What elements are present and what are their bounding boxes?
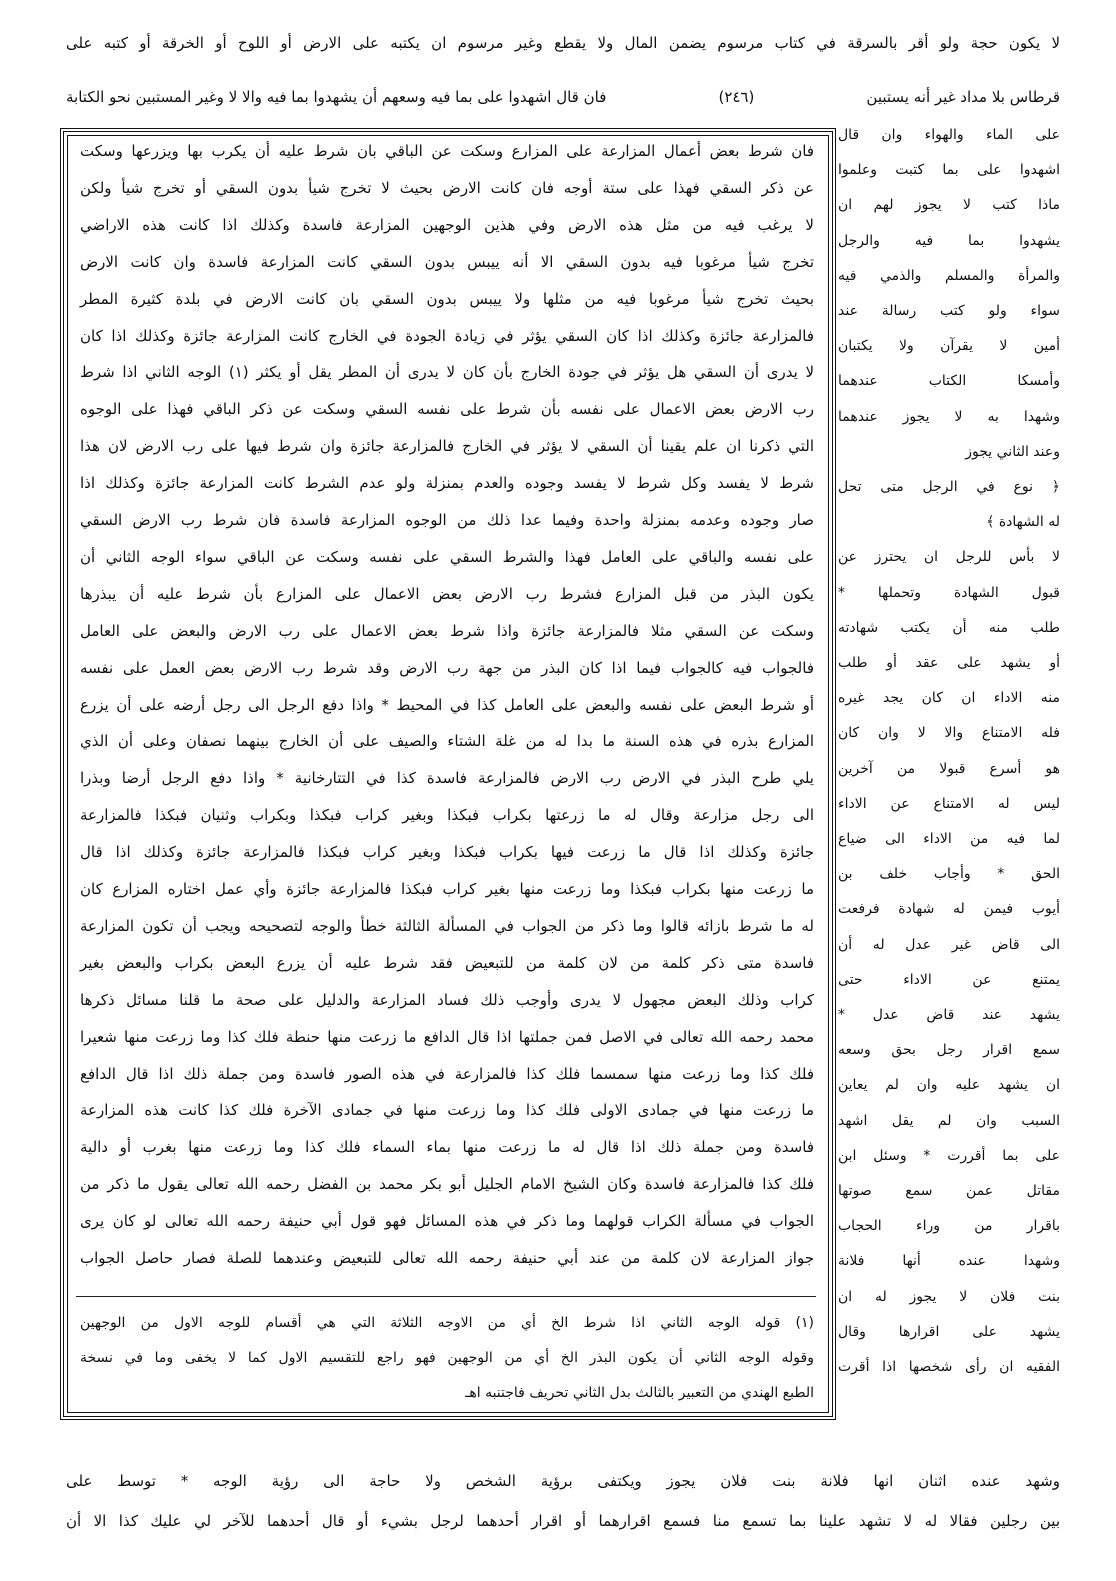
margin-line: ليس له الامتناع عن الاداء [838, 795, 1060, 812]
page-number: (٢٤٦) [718, 88, 755, 106]
footer-line: وشهد عنده اثنان انها فلانة بنت فلان يجوز ويكتفى برؤية الشخص ولا حاجة الى رؤية الوجه * توسط على [66, 1472, 1060, 1490]
footnote-line: وقوله الوجه الثاني أن يكون البذر الخ أي من الوجهين فهو راجع للتقسيم الاول كما لا يخفى وما في نسخة [80, 1350, 814, 1366]
margin-line: سمع اقرار رجل بحق وسعه [838, 1042, 1060, 1059]
margin-line: وأمسكا الكتاب عندهما [838, 373, 1060, 390]
header-line [66, 82, 1060, 112]
margin-line: ماذا كتب لا يجوز لهم ان [838, 197, 1060, 214]
text-line: له ما شرط بازائه قالوا وما ذكر من الجواب في المسألة الثالثة خطأ والوجه لتصحيحه ويجب أن تكون المزارعة [80, 916, 814, 935]
margin-line: أمين لا يقرآن ولا يكتبان [838, 338, 1060, 355]
margin-line: على الماء والهواء وان قال [838, 127, 1060, 143]
margin-line: له الشهادة ﴾ [986, 514, 1060, 531]
margin-line: يشهد على اقرارها وقال [838, 1323, 1060, 1340]
margin-line: ان يشهد عليه وان لم يعاين [838, 1077, 1060, 1094]
margin-line: والمرأة والمسلم والذمي فيه [838, 267, 1060, 284]
margin-line: وشهدا به لا يجوز عندهما [838, 408, 1060, 425]
footnote-line: الطبع الهندي من التعبير بالثالث بدل الثاني تحريف فاجتنبه اهـ [465, 1385, 814, 1401]
text-line: فان شرط بعض أعمال المزارعة على المزارع وسكت عن الباقي بان شرط عليه أن يكرب بها ويزرعها وسكت [80, 142, 814, 160]
text-line: يلي طرح البذر في الارض رب الارض فالمزارعة فاسدة كذا في التتارخانية * واذا دفع الرجل أرضا وبذرا [80, 769, 814, 788]
text-line: فالمزارعة جائزة وكذلك اذا كان السقي يؤثر في زيادة الجودة في الخارج كانت المزارعة جائزة وكذلك اذا كان [80, 326, 814, 345]
text-line: أو شرط البعض على نفسه والبعض على العامل كذا في المحيط * واذا دفع الرجل الى رجل أرضه على أن يزرع [80, 695, 814, 714]
margin-line: منه الاداء ان كان يجد غيره [838, 690, 1060, 707]
text-line: تخرج شيأ مرغوبا فيه بدون السقي الا أنه ييبس بدون السقي كانت المزارعة فاسدة وان كانت الارض [80, 252, 814, 271]
margin-line: باقرار من وراء الحجاب [838, 1218, 1060, 1235]
text-line: شرط لا يفسد وكل شرط لا يفسد وجوده والعدم بمنزلة ولو عدم الشرط كانت المزارعة جائزة وكذلك اذا [80, 474, 814, 493]
text-line: الى رجل مزارعة وقال له ما زرعتها بكراب فبكذا وبغير كراب فبكذا وبكراب وثنيان فبكذا فالمزارعة [80, 806, 814, 825]
text-line: وسكت عن السقي مثلا فالمزارعة جائزة واذا شرط بعض الاعمال على رب الارض والبعض على العامل [80, 621, 814, 640]
margin-line: وعند الثاني يجوز [965, 443, 1060, 460]
text-line: جواز المزارعة لان كلمة من عند أبي حنيفة رحمه الله تعالى للتبعيض وعندهما للصلة فصار حاصل الجواب [80, 1249, 814, 1267]
margin-line: أيوب فيمن له شهادة فرفعت [838, 901, 1060, 918]
margin-line: الحق * وأجاب خلف بن [838, 866, 1060, 883]
text-line: المزارع بذره في هذه السنة ما بدا له من غلة الشتاء والصيف على أن الخارج بينهما نصفان وعلى أن الذي [80, 732, 814, 751]
text-line: لا يدرى أن السقي هل يؤثر في جودة الخارج بأن كان لا يدرى أن المطر يقل أو يكثر (١) الوجه الثاني اذا شرط [80, 363, 815, 382]
margin-line: لا بأس للرجل ان يحترز عن [838, 549, 1060, 566]
text-line: عن ذكر السقي فهذا على ستة أوجه فان كانت الارض بحيث لا تخرج شيأ بدون السقي أو تخرج شيأ ولكن [80, 178, 814, 197]
text-line: لا يرغب فيه من مثل هذه الارض وفي هذين الوجهين المزارعة فاسدة وكذلك اذا كانت هذه الاراضي [80, 215, 814, 234]
text-line: محمد رحمه الله تعالى في الاصل فمن جملتها اذا قال الدافع ما زرعت منها حنطة فلك كذا وما زرعت منها شعيرا [80, 1027, 814, 1046]
margin-line: على بما أقررت * وسئل ابن [838, 1147, 1060, 1164]
margin-line: بنت فلان لا يجوز له ان [838, 1288, 1060, 1305]
margin-line: اشهدوا على بما كتبت وعلموا [838, 162, 1060, 179]
text-line: الجواب في مسألة الكراب قولهما وما ذكر في هذه المسائل فهو قول أبي حنيفة رحمه الله تعالى لو كان يرى [80, 1212, 814, 1231]
footnote-line: (١) قوله الوجه الثاني اذا شرط الخ أي من الاوجه الثلاثة التي هي أقسام للوجه الاول من الوجهين [80, 1315, 814, 1331]
text-line: فاسدة ومن جملة ذلك اذا قال له ما زرعت منها بماء السماء فلك كذا وما زرعت منها بغرب أو دالية [80, 1138, 814, 1157]
header-text-right: قرطاس بلا مداد غير أنه يستبين [866, 88, 1060, 106]
margin-line: طلب منه أن يكتب شهادته [838, 619, 1060, 636]
margin-line: هو أسرع قبولا من آخرين [838, 760, 1060, 777]
margin-line: السبب وان لم يقل اشهد [838, 1112, 1060, 1129]
text-line: التي ذكرنا ان علم يقينا أن السقي لا يؤثر في الخارج فالمزارعة جائزة وان شرط فيها على رب الارض لان هذا [80, 437, 814, 456]
text-line: بحيث تخرج شيأ مرغوبا فيه من مثلها ولا ييبس بدون السقي بان كانت الارض في بلدة كثيرة المطر [80, 289, 814, 308]
margin-line: وشهدا عنده أنها فلانة [838, 1253, 1060, 1270]
margin-line: يشهدوا بما فيه والرجل [838, 232, 1060, 249]
margin-line: ﴿ نوع في الرجل متى تحل [838, 479, 1060, 495]
text-line: يكون البذر من قبل المزارع فشرط رب الارض بعض الاعمال على المزارع بأن شرط عليه أن يبذرها [80, 584, 814, 603]
text-line: جائزة وكذلك اذا قال ما زرعت فيها بكراب فبكذا وبغير كراب فبكذا فالمزارعة جائزة وكذلك اذا قال [80, 843, 814, 862]
margin-line: الفقيه ان رأى شخصها اذا أقرت [838, 1359, 1060, 1375]
text-line: كراب وذلك البعض مجهول لا يدرى وأوجب ذلك فساد المزارعة والدليل على صحة ما قلنا مسائل ذكرها [80, 990, 814, 1009]
margin-line: يشهد عند قاض عدل * [838, 1007, 1060, 1023]
text-line: ما زرعت منها بكراب فبكذا وما زرعت منها بغير كراب فبكذا فالمزارعة جائزة وأي عمل اختاره المزارع كان [80, 880, 814, 898]
margin-line: فله الامتناع والا لا وان كان [838, 725, 1060, 742]
margin-line: قبول الشهادة وتحملها * [838, 584, 1060, 601]
margin-line: يمتنع عن الاداء حتى [838, 971, 1060, 988]
text-line: رب الارض بعض الاعمال على نفسه بأن شرط على نفسه السقي وسكت عن ذكر الباقي فهذا على الوجوه [80, 400, 814, 419]
margin-line: الى قاض غير عدل له أن [838, 936, 1060, 953]
margin-line: لما فيه من الاداء الى ضياع [838, 831, 1060, 847]
text-line: فالجواب فيه كالجواب فيما اذا كان البذر من جهة رب الارض وقد شرط رب الارض بعض العمل على نفسه [80, 658, 814, 677]
header-line: لا يكون حجة ولو أقر بالسرقة في كتاب مرسوم يضمن المال ولا يقطع وغير مرسوم ان يكتبه على الارض أو اللوح أو الخرقة أو كتبه على [66, 34, 1060, 52]
text-line: ما زرعت منها في جمادى الاولى فلك كذا وما زرعت منها في جمادى الآخرة فلك كذا كانت هذه المزارعة [80, 1101, 814, 1120]
header-text-left: فان قال اشهدوا على بما فيه وسعهم أن يشهدوا بما فيه والا لا وغير المستبين نحو الكتابة [66, 88, 607, 106]
text-line: على نفسه والباقي على العامل فهذا والشرط السقي على نفسه وسكت عن الباقي سواء الوجه الثاني أن [80, 547, 814, 566]
margin-line: مقاتل عمن سمع صوتها [838, 1183, 1060, 1199]
text-line: فلك كذا فالمزارعة فاسدة وكان الشيخ الامام الجليل أبو بكر محمد بن الفضل رحمه الله تعالى يقول ما ذكر من [80, 1175, 814, 1194]
footer-line: بين رجلين فقالا له لا تشهد علينا بما تسمع منا فسمع اقرارهما أو اقرار أحدهما لرجل بشيء أو قال أحدهما للآخر لي عليك كذا الا أن [66, 1512, 1060, 1530]
footnote-divider [76, 1296, 816, 1297]
text-line: فلك كذا وما زرعت منها سمسما فلك كذا فالمزارعة في هذه الصور فاسدة ومن جملة ذلك اذا قال الدافع [80, 1064, 814, 1083]
margin-line: أو يشهد على عقد أو طلب [838, 655, 1060, 671]
text-line: فاسدة متى ذكر كلمة من لان كلمة من للتبعيض فقد شرط عليه أن يزرع البعض بكراب والبعض بغير [80, 953, 814, 972]
text-line: صار وجوده وعدمه بمنزلة واحدة وفيما عدا ذلك من الوجوه المزارعة فاسدة فان شرط رب الارض السقي [80, 511, 814, 529]
margin-line: سواء ولو كتب رسالة عند [838, 303, 1060, 319]
